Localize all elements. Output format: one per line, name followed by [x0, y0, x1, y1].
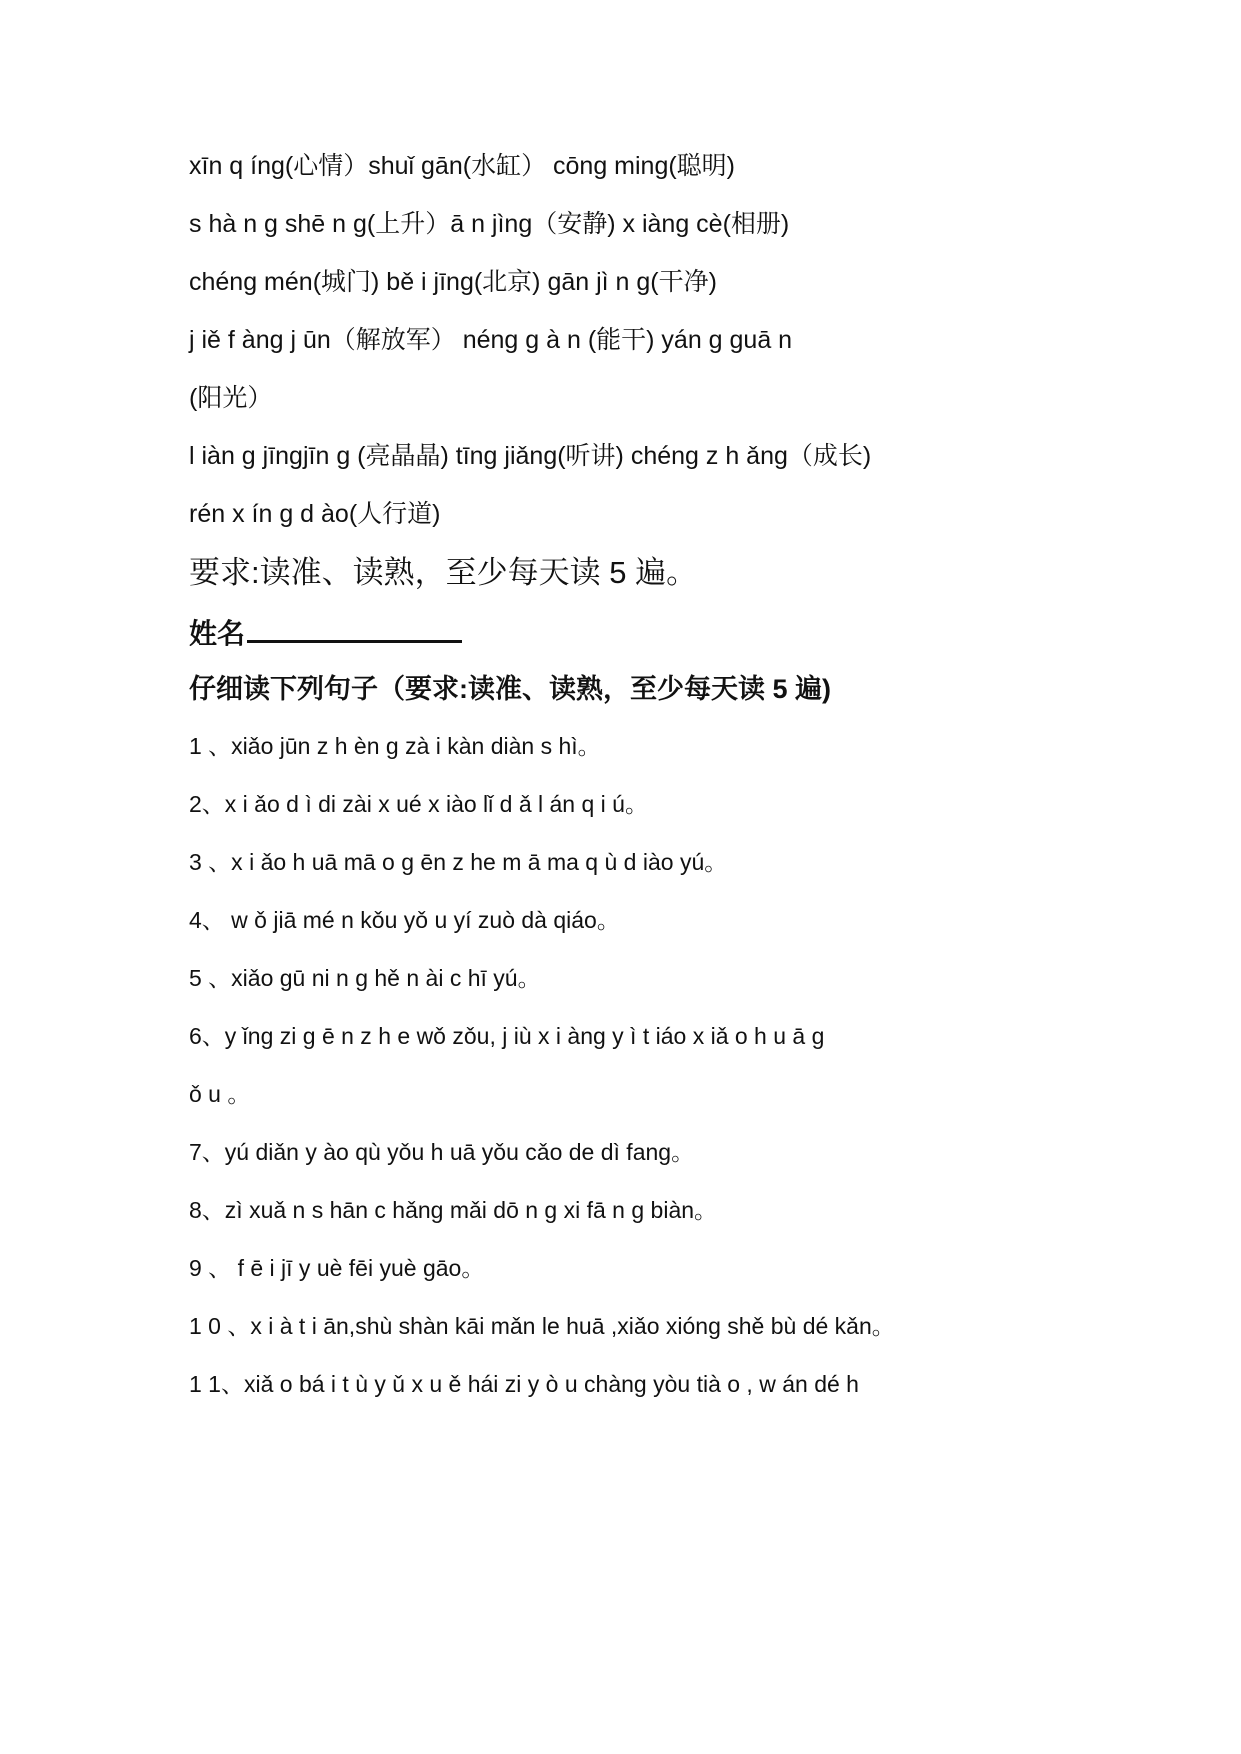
word-line: rén x ín g d ào(人行道)	[189, 500, 441, 528]
name-blank-line[interactable]	[247, 612, 462, 643]
sentence-line: 3 、x i ǎo h uā mā o g ēn z he m ā ma q ù d iào yú。	[189, 849, 728, 875]
sentence-line: 1 1、xiǎ o bá i t ù y ǔ x u ě hái zi y ò u chàng yòu tià o , w án dé h	[189, 1371, 859, 1397]
requirement-text: 要求:读准、读熟，至少每天读 5 遍。	[189, 555, 698, 590]
name-field-row	[189, 612, 462, 654]
word-line: s hà n g shē n g(上升）ā n jìng（安静) x iàng cè(相册)	[189, 210, 790, 238]
word-line: xīn q íng(心情）shuǐ gān(水缸） cōng ming(聪明)	[189, 152, 736, 180]
sentence-line: 8、zì xuǎ n s hān c hǎng mǎi dō n g xi fā n g biàn。	[189, 1197, 718, 1223]
sentence-line: 1 、xiǎo jūn z h èn g zà i kàn diàn s hì。	[189, 733, 601, 759]
sentence-line: 6、y ǐng zi g ē n z h e wǒ zǒu, j iù x i àng y ì t iáo x iǎ o h u ā g	[189, 1023, 825, 1049]
word-line: j iě f àng j ūn（解放军） néng g à n (能干) yán g guā n	[189, 326, 793, 354]
sentence-line: 9 、 f ē i jī y uè fēi yuè gāo。	[189, 1255, 485, 1281]
sentence-line: 2、x i ǎo d ì di zài x ué x iào lǐ d ǎ l án q i ú。	[189, 791, 648, 817]
sentence-line: 7、yú diǎn y ào qù yǒu h uā yǒu cǎo de dì fang。	[189, 1139, 695, 1165]
section-heading: 仔细读下列句子（要求:读准、读熟，至少每天读 5 遍)	[189, 674, 832, 704]
word-line: (阳光）	[189, 384, 273, 412]
sentence-line: ǒ u 。	[189, 1081, 251, 1107]
word-line: l iàn g jīngjīn g (亮晶晶) tīng jiǎng(听讲) chéng z h ǎng（成长)	[189, 442, 872, 470]
sentence-line: 5 、xiǎo gū ni n g hě n ài c hī yú。	[189, 965, 541, 991]
word-line: chéng mén(城门) bě i jīng(北京) gān jì n g(干净)	[189, 268, 717, 296]
sentence-line: 4、 w ǒ jiā mé n kǒu yǒ u yí zuò dà qiáo。	[189, 907, 620, 933]
sentence-line: 1 0 、x i à t i ān,shù shàn kāi mǎn le huā ,xiǎo xióng shě bù dé kǎn。	[189, 1313, 895, 1339]
name-label: 姓名	[189, 618, 246, 649]
